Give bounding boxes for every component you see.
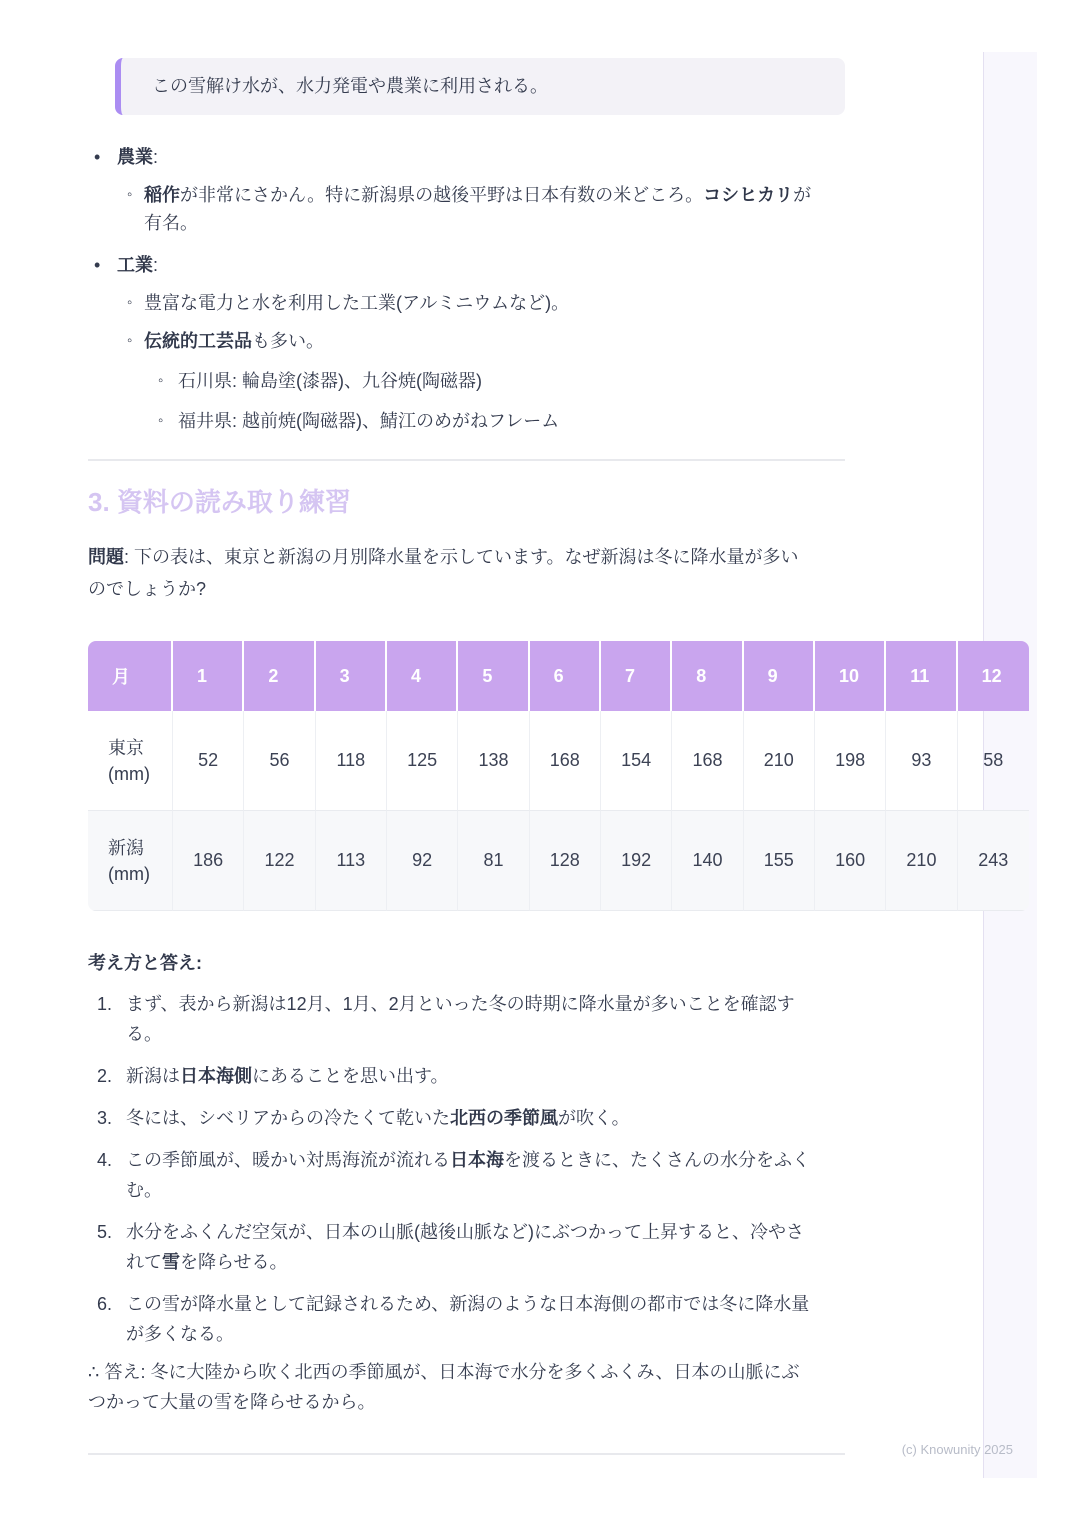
- header-2: 2: [244, 641, 315, 711]
- rice-farming-bold: 稲作: [144, 185, 180, 205]
- industry-label-bold: 工業: [117, 255, 153, 275]
- notes-outline: [88, 143, 814, 435]
- agriculture-detail-post: が有名。: [144, 185, 812, 233]
- tokyo-unit: (mm): [108, 763, 150, 784]
- tokyo-m2: 56: [244, 711, 315, 810]
- tokyo-m11: 93: [886, 711, 957, 810]
- niigata-m4: 92: [387, 810, 458, 911]
- header-12: 12: [958, 641, 1029, 711]
- niigata-m1: 186: [173, 810, 244, 911]
- niigata-m10: 160: [815, 810, 886, 911]
- header-1: 1: [173, 641, 244, 711]
- bullet-circle-icon: ◦: [127, 186, 133, 203]
- step-4-post: を渡るときに、たくさんの水分をふくむ。: [126, 1150, 810, 1200]
- step-6-text: [126, 1289, 814, 1349]
- step-3-number: 3.: [97, 1108, 113, 1128]
- step-4-bold: 日本海: [450, 1150, 504, 1170]
- table-row-tokyo: [88, 711, 1029, 810]
- header-month: 月: [88, 641, 173, 711]
- header-11: 11: [886, 641, 957, 711]
- tokyo-m9: 210: [744, 711, 815, 810]
- step-4-pre: この季節風が、暖かい対馬海流が流れる: [126, 1150, 450, 1170]
- niigata-m5: 81: [458, 810, 529, 911]
- copyright-note: (c) Knowunity 2025: [901, 1442, 1013, 1457]
- header-4: 4: [387, 641, 458, 711]
- industry-power-text: 豊富な電力と水を利用した工業(アルミニウムなど)。: [144, 293, 570, 313]
- tokyo-m6: 168: [530, 711, 601, 810]
- step-1-pre: まず、表から新潟は12月、1月、2月といった冬の時期に降水量が多いことを確認する。: [126, 994, 795, 1044]
- fukui-text: 福井県: 越前焼(陶磁器)、鯖江のめがねフレーム: [178, 411, 560, 431]
- step-3-text: [126, 1103, 814, 1133]
- bullet-agriculture-label: [117, 143, 814, 171]
- niigata-m8: 140: [672, 810, 743, 911]
- reasoning-steps: [88, 989, 814, 1349]
- step-5-text: [126, 1217, 814, 1277]
- header-8: 8: [672, 641, 743, 711]
- bullet-industry-power: [115, 289, 814, 317]
- step-2-bold: 日本海側: [180, 1066, 252, 1086]
- step-3: [88, 1103, 814, 1133]
- bullet-circle-icon: ◦: [127, 294, 133, 311]
- niigata-m6: 128: [530, 810, 601, 911]
- step-4: [88, 1145, 814, 1205]
- agriculture-label-colon: :: [153, 147, 159, 167]
- tokyo-m5: 138: [458, 711, 529, 810]
- header-3: 3: [316, 641, 387, 711]
- section-divider: [88, 459, 845, 461]
- step-1: [88, 989, 814, 1049]
- step-4-number: 4.: [97, 1150, 113, 1170]
- niigata-label: [88, 810, 173, 911]
- header-10: 10: [815, 641, 886, 711]
- bullet-circle-icon: ◦: [127, 332, 133, 349]
- footer-divider: [88, 1453, 845, 1455]
- bullet-industry-crafts: [115, 327, 814, 355]
- step-5: [88, 1217, 814, 1277]
- step-2-number: 2.: [97, 1066, 113, 1086]
- bullet-dot-icon: •: [94, 147, 101, 167]
- step-2-text: [126, 1061, 814, 1091]
- step-5-bold: 雪: [162, 1252, 180, 1272]
- niigata-m2: 122: [244, 810, 315, 911]
- header-6: 6: [530, 641, 601, 711]
- step-6-number: 6.: [97, 1294, 113, 1314]
- niigata-unit: (mm): [108, 863, 150, 884]
- bullet-dot-icon: •: [94, 255, 101, 275]
- section-heading: 3. 資料の読み取り練習: [88, 487, 351, 517]
- thinking-heading-colon: :: [196, 953, 202, 973]
- niigata-city: 新潟: [108, 837, 144, 858]
- precipitation-table: [88, 641, 1029, 911]
- step-2-post: にあることを思い出す。: [252, 1066, 449, 1086]
- niigata-m11: 210: [886, 810, 957, 911]
- step-5-number: 5.: [97, 1222, 113, 1242]
- crafts-bold: 伝統的工芸品: [144, 331, 252, 351]
- agriculture-label-bold: 農業: [117, 147, 153, 167]
- final-answer: ∴ 答え: 冬に大陸から吹く北西の季節風が、日本海で水分を多くふくみ、日本の山脈にぶつかって大量の雪を降らせるから。: [88, 1362, 800, 1412]
- tokyo-m7: 154: [601, 711, 672, 810]
- step-1-number: 1.: [97, 994, 113, 1014]
- thinking-heading: [88, 949, 845, 977]
- industry-crafts-text: [144, 327, 814, 355]
- step-5-pre: 水分をふくんだ空気が、日本の山脈(越後山脈など)にぶつかって上昇すると、冷やされて: [126, 1222, 804, 1272]
- table-row-niigata: [88, 810, 1029, 911]
- step-3-pre: 冬には、シベリアからの冷たくて乾いた: [126, 1108, 450, 1128]
- niigata-m7: 192: [601, 810, 672, 911]
- step-2: [88, 1061, 814, 1091]
- bullet-agriculture-detail: [115, 181, 814, 237]
- step-2-pre: 新潟は: [126, 1066, 180, 1086]
- header-5: 5: [458, 641, 529, 711]
- table-header-row: [88, 641, 1029, 711]
- ishikawa-text: 石川県: 輪島塗(漆器)、九谷焼(陶磁器): [178, 371, 482, 391]
- crafts-post: も多い。: [252, 331, 324, 351]
- bullet-industry-label: [117, 251, 814, 279]
- tokyo-m1: 52: [173, 711, 244, 810]
- thinking-heading-text: 考え方と答え: [88, 953, 196, 973]
- bullet-ishikawa: [144, 367, 814, 395]
- niigata-m9: 155: [744, 810, 815, 911]
- tokyo-city: 東京: [108, 737, 144, 758]
- header-9: 9: [744, 641, 815, 711]
- industry-label-colon: :: [153, 255, 159, 275]
- question-text: : 下の表は、東京と新潟の月別降水量を示しています。なぜ新潟は冬に降水量が多いのでしょうか?: [88, 547, 799, 599]
- callout-quote: [115, 58, 845, 115]
- tokyo-m8: 168: [672, 711, 743, 810]
- tokyo-m10: 198: [815, 711, 886, 810]
- step-6: [88, 1289, 814, 1349]
- step-6-pre: この雪が降水量として記録されるため、新潟のような日本海側の都市では冬に降水量が多くなる。: [126, 1294, 810, 1344]
- koshihikari-bold: コシヒカリ: [703, 185, 794, 205]
- bullet-fukui: [144, 407, 814, 435]
- agriculture-detail-text: [144, 181, 814, 237]
- bullet-circle-icon: ◦: [158, 372, 164, 389]
- question-prefix-bold: 問題: [88, 547, 124, 567]
- question-paragraph: [88, 541, 814, 605]
- callout-quote-text: この雪解け水が、水力発電や農業に利用される。: [152, 76, 548, 96]
- step-1-text: [126, 989, 814, 1049]
- step-5-post: を降らせる。: [180, 1252, 288, 1272]
- tokyo-m4: 125: [387, 711, 458, 810]
- tokyo-m12: 58: [983, 750, 1004, 770]
- tokyo-m3: 118: [316, 711, 387, 810]
- agriculture-detail-mid: が非常にさかん。特に新潟県の越後平野は日本有数の米どころ。: [180, 185, 704, 205]
- bullet-circle-icon: ◦: [158, 412, 164, 429]
- niigata-m12: 243: [958, 810, 1029, 911]
- tokyo-label: [88, 711, 173, 810]
- bullet-agriculture: [88, 143, 814, 171]
- niigata-m3: 113: [316, 810, 387, 911]
- bullet-industry: [88, 251, 814, 279]
- step-4-text: [126, 1145, 814, 1205]
- step-3-bold: 北西の季節風: [450, 1108, 558, 1128]
- step-3-post: が吹く。: [558, 1108, 630, 1128]
- header-7: 7: [601, 641, 672, 711]
